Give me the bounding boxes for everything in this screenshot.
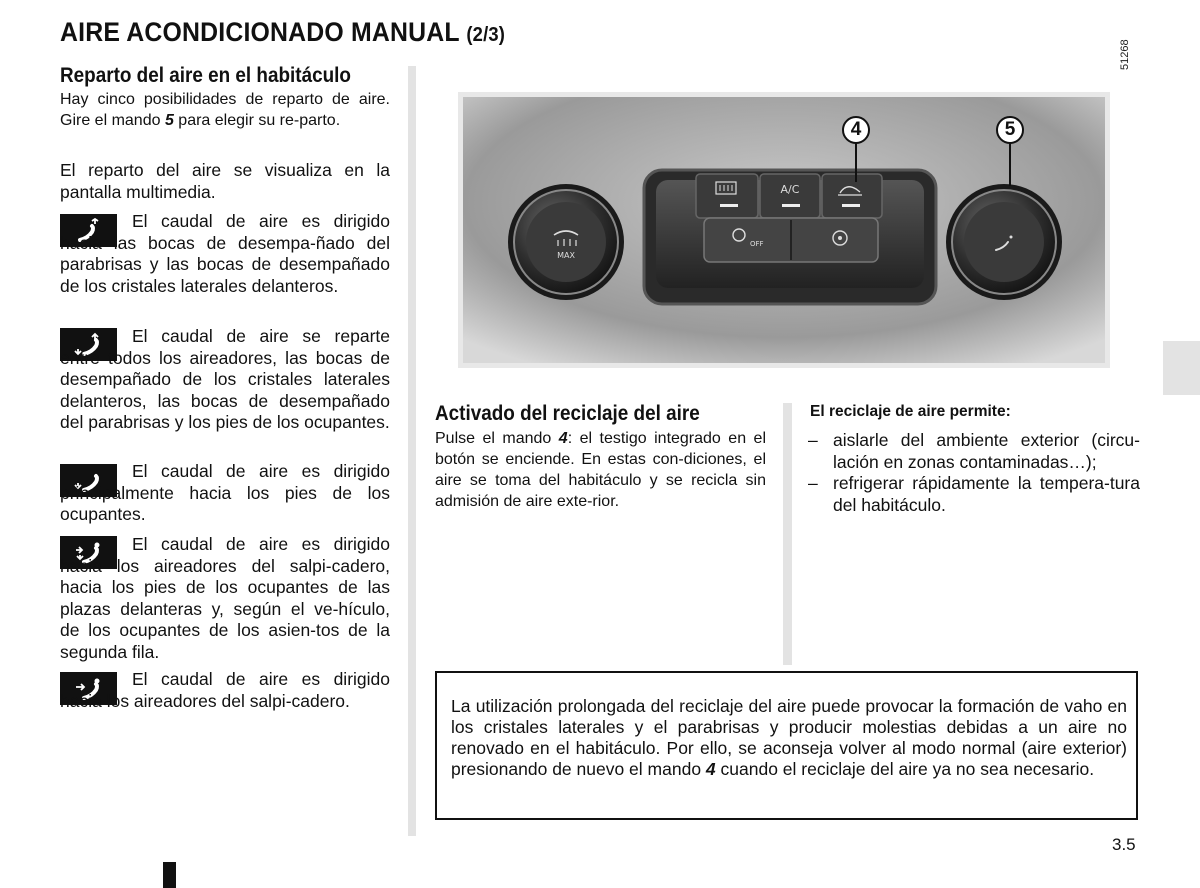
notice-knob-ref: 4 (705, 759, 716, 779)
callout-5: 5 (996, 116, 1024, 144)
warning-notice-text (451, 696, 1127, 780)
warning-notice (435, 671, 1138, 820)
column-divider (783, 403, 792, 665)
recirculation-text-1: Pulse el mando (435, 430, 559, 447)
image-code: 51268 (1119, 39, 1131, 70)
mode-description (60, 461, 390, 526)
column-divider (408, 66, 416, 836)
section-heading-air-distribution: Reparto del aire en el habitáculo (60, 64, 351, 87)
max-defrost-knob[interactable] (508, 184, 624, 300)
mode-1-text: El caudal de aire es dirigido hacia las bocas de desempa-ñado del parabrisas y las bocas de desempañado de los cristales laterales delanteros. (60, 211, 390, 296)
mode-description (60, 211, 390, 297)
fan-off-label: OFF (750, 240, 764, 248)
print-crop-mark (163, 862, 176, 888)
list-item: – refrigerar rápidamente la tempera-tura del habitáculo. (808, 473, 1140, 516)
section-heading-recirculation: Activado del reciclaje del aire (435, 402, 700, 425)
ac-button-label[interactable]: A/C (780, 183, 800, 196)
mode-description (60, 534, 390, 663)
mode-5-text: El caudal de aire es dirigido hacia los aireadores del salpi-cadero. (60, 669, 390, 711)
notice-text-2: cuando el reciclaje del aire ya no sea necesario. (715, 759, 1095, 779)
notice-text-1: La utilización prolongada del reciclaje del aire puede provocar la formación de vaho en los cristales laterales y el parabrisas y producir molestias debidas a un aire no renovado en el habitáculo. Por ello, se aconseja volver al modo normal (aire exterior) presionando de nuevo el mando (451, 696, 1127, 779)
air-distribution-knob[interactable] (946, 184, 1062, 300)
intro-text-1: Hay cinco posibilidades de reparto de aire. Gire el mando (60, 91, 390, 129)
recirculation-knob-ref: 4 (558, 430, 568, 447)
recirculation-paragraph (435, 428, 766, 512)
page-title-suffix: (2/3) (466, 24, 506, 46)
recirculation-benefits-list (808, 430, 1140, 516)
mode-2-text: El caudal de aire se reparte entre todos los aireadores, las bocas de desempañado de los cristales laterales delanteros, las bocas de desempañado del parabrisas y los pies de los ocupantes. (60, 326, 390, 432)
mode-description (60, 669, 390, 712)
recirculation-benefits-heading: El reciclaje de aire permite: (810, 403, 1011, 420)
display-note: El reparto del aire se visualiza en la pantalla multimedia. (60, 160, 390, 202)
intro-text-2: para elegir su re-parto. (173, 112, 341, 129)
page-title (60, 17, 505, 48)
chapter-tab-marker (1163, 341, 1200, 395)
max-label: MAX (557, 251, 575, 260)
mode-description (60, 326, 390, 434)
recirculation-text-2: : el testigo integrado en el botón se enciende. En estas con-diciones, el aire se toma del habitáculo y se recicla sin admisión de aire exte-rior. (435, 430, 766, 510)
callout-4: 4 (842, 116, 870, 144)
page-title-main: AIRE ACONDICIONADO MANUAL (60, 17, 460, 47)
mode-3-text: El caudal de aire es dirigido principalmente hacia los pies de los ocupantes. (60, 461, 390, 524)
page-number: 3.5 (1112, 835, 1136, 854)
mode-4-text: El caudal de aire es dirigido hacia los aireadores del salpi-cadero, hacia los pies de los ocupantes de las plazas delanteras y, según el ve-hículo, de los ocupantes de los asien-tos de la segunda fila. (60, 534, 390, 662)
intro-paragraph (60, 89, 390, 131)
intro-knob-ref: 5 (164, 112, 174, 129)
list-item: – aislarle del ambiente exterior (circu-lación en zonas contaminadas…); (808, 430, 1140, 473)
